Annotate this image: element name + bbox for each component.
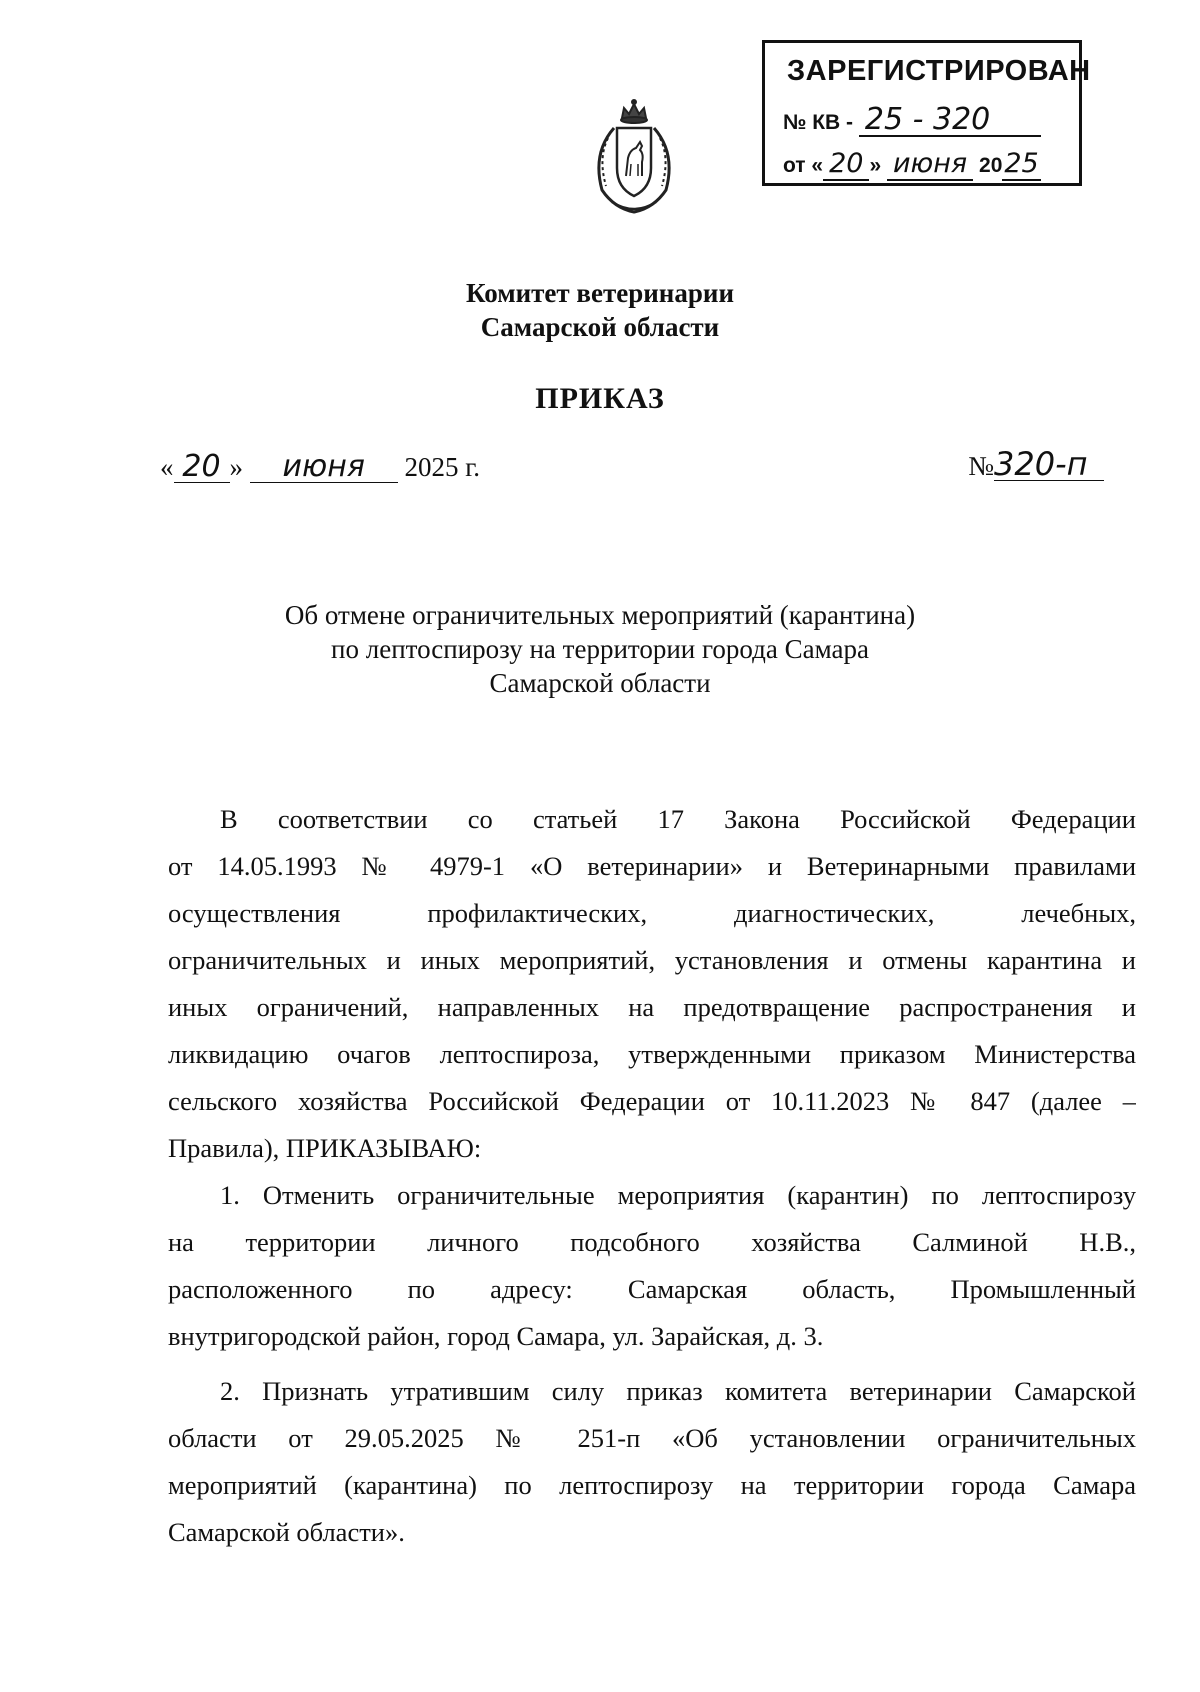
item1-line: внутригородской район, город Самара, ул. Зарайская, д. 3. <box>168 1321 824 1351</box>
stamp-title: ЗАРЕГИСТРИРОВАН <box>787 55 1091 87</box>
preamble-line: иных ограничений, направленных на предотвращение распространения и <box>168 992 1136 1022</box>
order-body <box>168 796 1136 1556</box>
subject-line: по лептоспирозу на территории города Самара <box>331 634 869 664</box>
stamp-date-line <box>783 149 1041 181</box>
document-type: ПРИКАЗ <box>535 382 665 415</box>
item2-line: Самарской области». <box>168 1517 405 1547</box>
date-month: июня <box>250 452 398 483</box>
stamp-date-year: 25 <box>1004 148 1039 179</box>
date-day: 20 <box>174 452 230 483</box>
preamble-line: ликвидацию очагов лептоспироза, утвержденными приказом Министерства <box>168 1039 1136 1069</box>
order-number-value: 320-п <box>994 448 1104 481</box>
organization-name-line1: Комитет ветеринарии <box>466 278 734 308</box>
paragraph-gap <box>168 1360 1136 1368</box>
item2-line: области от 29.05.2025 № 251-п «Об установлении ограничительных <box>168 1423 1136 1453</box>
item2-line: мероприятий (карантина) по лептоспирозу на территории города Самара <box>168 1470 1136 1500</box>
preamble-line: ограничительных и иных мероприятий, установления и отмены карантина и <box>168 945 1136 975</box>
stamp-date-prefix: от « <box>783 154 824 177</box>
preamble-line: сельского хозяйства Российской Федерации от 10.11.2023 № 847 (далее – <box>168 1086 1136 1116</box>
preamble-line: осуществления профилактических, диагностических, лечебных, <box>168 898 1136 928</box>
stamp-date-day: 20 <box>823 149 869 181</box>
item2-line: 2. Признать утратившим силу приказ комитета ветеринарии Самарской <box>220 1376 1136 1406</box>
preamble-line: В соответствии со статьей 17 Закона Российской Федерации <box>220 804 1136 834</box>
stamp-date-month: июня <box>887 149 973 181</box>
item1-line: на территории личного подсобного хозяйства Салминой Н.В., <box>168 1227 1136 1257</box>
organization-name-line2: Самарской области <box>480 312 720 342</box>
stamp-number-prefix: № КВ - <box>783 111 854 134</box>
stamp-date-mid: » <box>869 154 882 177</box>
stamp-date-year-prefix: 20 <box>979 154 1003 177</box>
stamp-number-line <box>783 102 1041 137</box>
item1-line: расположенного по адресу: Самарская область, Промышленный <box>168 1274 1136 1304</box>
registration-stamp <box>762 40 1091 186</box>
preamble-line: от 14.05.1993 № 4979-1 «О ветеринарии» и Ветеринарными правилами <box>168 851 1136 881</box>
coat-of-arms-icon <box>584 98 684 216</box>
order-subject <box>0 598 1200 700</box>
date-open-quote: « <box>160 452 174 482</box>
preamble-line: Правила), ПРИКАЗЫВАЮ: <box>168 1133 482 1163</box>
date-year: 2025 г. <box>404 452 481 482</box>
item1-line: 1. Отменить ограничительные мероприятия (карантин) по лептоспирозу <box>220 1180 1136 1210</box>
order-number <box>968 445 1104 483</box>
order-date <box>160 449 481 484</box>
date-close-quote: » <box>229 452 243 482</box>
subject-line: Самарской области <box>489 668 711 698</box>
subject-line: Об отмене ограничительных мероприятий (карантина) <box>284 600 916 630</box>
order-number-prefix: № <box>968 451 994 481</box>
stamp-number-handwritten: 25 - 320 <box>859 105 1041 137</box>
